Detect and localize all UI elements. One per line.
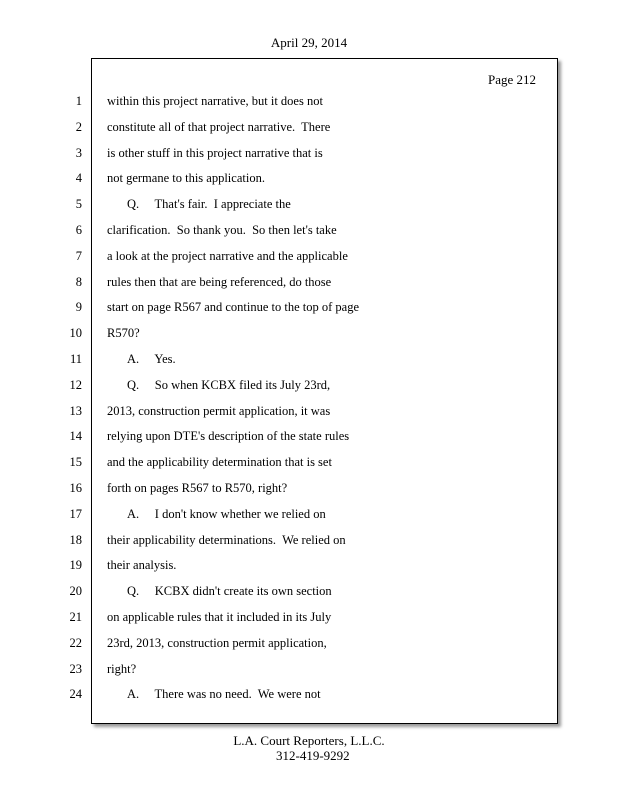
line-number: 13 (69, 403, 82, 418)
transcript-line (0, 605, 618, 631)
line-text: 23rd, 2013, construction permit application, (107, 635, 327, 650)
line-number: 14 (69, 429, 82, 444)
line-number: 8 (75, 274, 82, 289)
line-number: 1 (75, 94, 82, 108)
transcript-line (0, 657, 618, 683)
transcript-line (0, 476, 618, 502)
line-number: 23 (69, 661, 82, 676)
line-text: Q. That's fair. I appreciate the (127, 197, 291, 212)
transcript-line (0, 244, 618, 270)
line-number: 20 (69, 584, 82, 599)
line-text: constitute all of that project narrative. There (107, 119, 331, 134)
transcript-line (0, 682, 618, 708)
court-reporter-name: L.A. Court Reporters, L.L.C. (233, 733, 385, 748)
transcript-line (0, 270, 618, 296)
transcript-line (0, 528, 618, 554)
line-text: not germane to this application. (107, 171, 265, 186)
line-text: Q. So when KCBX filed its July 23rd, (127, 377, 331, 392)
line-text: a look at the project narrative and the applicable (107, 248, 348, 263)
line-text: on applicable rules that it included in its July (107, 609, 332, 624)
line-number: 2 (75, 119, 82, 134)
line-text: 2013, construction permit application, it was (107, 403, 331, 418)
line-text: right? (107, 661, 137, 676)
transcript-line (0, 373, 618, 399)
line-number: 15 (69, 455, 82, 470)
line-number: 7 (75, 248, 82, 263)
transcript-line (0, 579, 618, 605)
transcript-line (0, 450, 618, 476)
line-number: 17 (69, 506, 82, 521)
line-number: 22 (69, 635, 82, 650)
line-text: within this project narrative, but it does not (107, 94, 323, 108)
line-number: 18 (69, 532, 82, 547)
line-text: clarification. So thank you. So then let's take (107, 222, 337, 237)
page-number: Page 212 (487, 72, 536, 87)
line-text: start on page R567 and continue to the top of page (107, 300, 360, 315)
line-text: their applicability determinations. We relied on (107, 532, 346, 547)
transcript-line (0, 141, 618, 167)
transcript-line (0, 347, 618, 373)
transcript-date: April 29, 2014 (270, 35, 348, 50)
transcript-line (0, 115, 618, 141)
transcript-line (0, 321, 618, 347)
line-number: 12 (69, 377, 82, 392)
transcript-line (0, 424, 618, 450)
transcript-line (0, 631, 618, 657)
transcript-line (0, 399, 618, 425)
line-text: rules then that are being referenced, do those (107, 274, 332, 289)
court-reporter-phone: 312-419-9292 (276, 748, 350, 763)
transcript-line (0, 166, 618, 192)
line-number: 24 (69, 687, 82, 702)
transcript-line (0, 502, 618, 528)
transcript-line (0, 295, 618, 321)
line-number: 3 (75, 145, 82, 160)
line-number: 6 (75, 222, 82, 237)
line-text: forth on pages R567 to R570, right? (107, 480, 288, 495)
line-text: is other stuff in this project narrative that is (107, 145, 323, 160)
line-text: and the applicability determination that is set (107, 455, 332, 470)
line-text: their analysis. (107, 558, 177, 573)
footer (0, 733, 618, 763)
line-text: relying upon DTE's description of the state rules (107, 429, 350, 444)
line-number: 21 (69, 609, 82, 624)
line-number: 9 (75, 300, 82, 315)
line-number: 5 (75, 197, 82, 212)
transcript-line (0, 218, 618, 244)
line-number: 4 (75, 171, 82, 186)
line-text: A. Yes. (127, 351, 176, 366)
transcript-line (0, 89, 618, 115)
line-text: A. I don't know whether we relied on (127, 506, 326, 521)
line-number: 10 (69, 326, 82, 341)
line-number: 19 (69, 558, 82, 573)
line-number: 16 (69, 480, 82, 495)
line-number: 11 (69, 351, 82, 366)
line-text: Q. KCBX didn't create its own section (127, 584, 332, 599)
transcript-line (0, 553, 618, 579)
line-text: A. There was no need. We were not (127, 687, 321, 702)
transcript-lines (0, 89, 618, 708)
line-text: R570? (107, 326, 140, 341)
transcript-line (0, 192, 618, 218)
